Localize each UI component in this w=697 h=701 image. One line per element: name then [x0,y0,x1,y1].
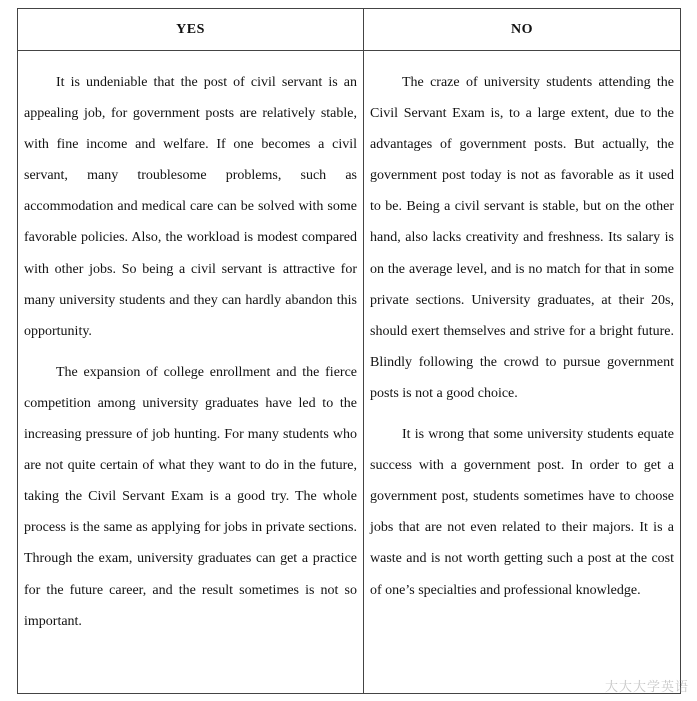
no-column-cell [364,51,681,694]
no-paragraph-1: The craze of university students attending the Civil Servant Exam is, to a large extent, due to the advantages of government posts. But actually, the government post today is not as favorable as it used to be. Being a civil servant is stable, but on the other hand, also lacks creativity and freshness. Its salary is on the average level, and is no match for that in some private sections. University graduates, at their 20s, should exert themselves and strive for a bright future. Blindly following the crowd to pursue government posts is not a good choice. [370,75,674,401]
yes-column-cell [18,51,364,694]
watermark: 大大大学英语 [604,680,689,695]
no-column-header: NO [364,9,681,51]
yes-column-header: YES [18,9,364,51]
yes-paragraph-1: It is undeniable that the post of civil servant is an appealing job, for government posts are relatively stable, with fine income and welfare. If one becomes a civil servant, many troublesome problems, such as accommodation and medical care can be solved with some favorable policies. Also, the workload is modest compared with other jobs. So being a civil servant is attractive for many university students and they can hardly abandon this opportunity. [24,75,357,339]
header-row [18,9,681,51]
no-paragraph-2: It is wrong that some university students equate success with a government post. In order to get a government post, students sometimes have to choose jobs that are not even related to their majors. It is a waste and is not worth getting such a post at the cost of one’s specialties and professional knowledge. [370,427,674,598]
comparison-table [17,8,681,694]
yes-paragraph-2: The expansion of college enrollment and the fierce competition among university graduates have led to the increasing pressure of job hunting. For many students who are not quite certain of what they want to do in the future, taking the Civil Servant Exam is a good try. The whole process is the same as applying for jobs in private sections. Through the exam, university graduates can get a practice for the future career, and the result sometimes is not so important. [24,364,357,629]
content-row [18,51,681,694]
